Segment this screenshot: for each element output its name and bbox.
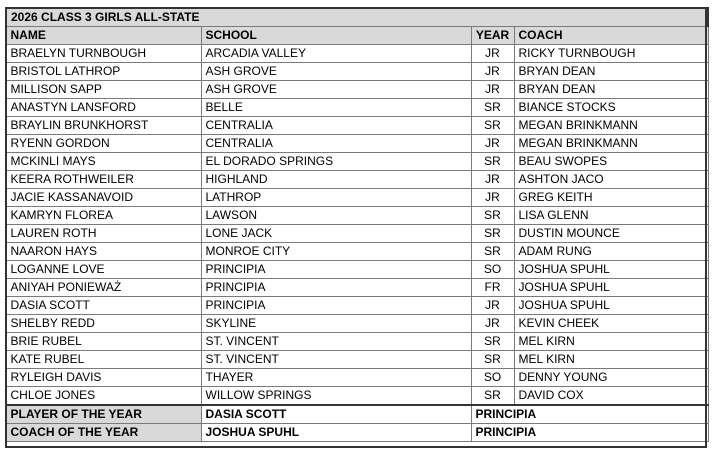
table-row	[6, 351, 708, 369]
year-cell: JR	[471, 297, 514, 315]
all-state-sheet	[5, 7, 707, 442]
school-cell: EL DORADO SPRINGS	[201, 153, 471, 171]
table-row	[6, 135, 708, 153]
year-cell: SR	[471, 243, 514, 261]
year-cell: SR	[471, 117, 514, 135]
coach-cell: DAVID COX	[514, 387, 708, 406]
table-row	[6, 45, 708, 63]
coach-cell: BRYAN DEAN	[514, 63, 708, 81]
school-cell: ASH GROVE	[201, 63, 471, 81]
table-row	[6, 207, 708, 225]
coach-cell: LISA GLENN	[514, 207, 708, 225]
year-cell: JR	[471, 189, 514, 207]
year-cell: SO	[471, 261, 514, 279]
year-cell: JR	[471, 171, 514, 189]
title-row	[6, 8, 708, 27]
table-row	[6, 63, 708, 81]
year-cell: SR	[471, 225, 514, 243]
player-name-cell: DASIA SCOTT	[6, 297, 201, 315]
coach-cell: DENNY YOUNG	[514, 369, 708, 387]
award-label-cell: PLAYER OF THE YEAR	[6, 405, 201, 424]
award-school-cell: PRINCIPIA	[471, 405, 708, 424]
school-cell: CENTRALIA	[201, 117, 471, 135]
award-row	[6, 424, 708, 442]
table-title: 2026 CLASS 3 GIRLS ALL-STATE	[6, 8, 708, 27]
year-cell: JR	[471, 63, 514, 81]
school-cell: LATHROP	[201, 189, 471, 207]
coach-cell: MEGAN BRINKMANN	[514, 117, 708, 135]
player-name-cell: RYENN GORDON	[6, 135, 201, 153]
table-row	[6, 333, 708, 351]
table-row	[6, 369, 708, 387]
table-row	[6, 99, 708, 117]
year-cell: SR	[471, 207, 514, 225]
table-row	[6, 387, 708, 406]
player-name-cell: NAARON HAYS	[6, 243, 201, 261]
player-name-cell: KATE RUBEL	[6, 351, 201, 369]
school-cell: PRINCIPIA	[201, 297, 471, 315]
school-cell: ST. VINCENT	[201, 351, 471, 369]
coach-cell: ASHTON JACO	[514, 171, 708, 189]
school-cell: HIGHLAND	[201, 171, 471, 189]
year-cell: JR	[471, 315, 514, 333]
coach-cell: RICKY TURNBOUGH	[514, 45, 708, 63]
award-row	[6, 405, 708, 424]
player-name-cell: MCKINLI MAYS	[6, 153, 201, 171]
year-cell: SR	[471, 333, 514, 351]
player-name-cell: BRAELYN TURNBOUGH	[6, 45, 201, 63]
column-header-name: NAME	[6, 27, 201, 45]
school-cell: LONE JACK	[201, 225, 471, 243]
table-row	[6, 279, 708, 297]
player-name-cell: CHLOE JONES	[6, 387, 201, 406]
table-row	[6, 315, 708, 333]
coach-cell: ADAM RUNG	[514, 243, 708, 261]
school-cell: PRINCIPIA	[201, 261, 471, 279]
table-row	[6, 189, 708, 207]
player-name-cell: ANASTYN LANSFORD	[6, 99, 201, 117]
header-row	[6, 27, 708, 45]
table-row	[6, 117, 708, 135]
table-row	[6, 225, 708, 243]
player-name-cell: KEERA ROTHWEILER	[6, 171, 201, 189]
award-label-cell: COACH OF THE YEAR	[6, 424, 201, 442]
school-cell: ST. VINCENT	[201, 333, 471, 351]
player-name-cell: SHELBY REDD	[6, 315, 201, 333]
player-name-cell: JACIE KASSANAVOID	[6, 189, 201, 207]
player-name-cell: ANIYAH PONIEWAŻ	[6, 279, 201, 297]
year-cell: JR	[471, 81, 514, 99]
table-row	[6, 243, 708, 261]
award-winner-cell: JOSHUA SPUHL	[201, 424, 471, 442]
column-header-year: YEAR	[471, 27, 514, 45]
school-cell: ARCADIA VALLEY	[201, 45, 471, 63]
year-cell: SR	[471, 153, 514, 171]
coach-cell: DUSTIN MOUNCE	[514, 225, 708, 243]
school-cell: CENTRALIA	[201, 135, 471, 153]
player-name-cell: MILLISON SAPP	[6, 81, 201, 99]
school-cell: SKYLINE	[201, 315, 471, 333]
table-row	[6, 261, 708, 279]
column-header-coach: COACH	[514, 27, 708, 45]
year-cell: JR	[471, 45, 514, 63]
school-cell: BELLE	[201, 99, 471, 117]
award-winner-cell: DASIA SCOTT	[201, 405, 471, 424]
coach-cell: JOSHUA SPUHL	[514, 261, 708, 279]
coach-cell: GREG KEITH	[514, 189, 708, 207]
player-name-cell: BRAYLIN BRUNKHORST	[6, 117, 201, 135]
coach-cell: BIANCE STOCKS	[514, 99, 708, 117]
year-cell: SR	[471, 387, 514, 406]
year-cell: SR	[471, 99, 514, 117]
coach-cell: KEVIN CHEEK	[514, 315, 708, 333]
award-school-cell: PRINCIPIA	[471, 424, 708, 442]
coach-cell: JOSHUA SPUHL	[514, 279, 708, 297]
coach-cell: BEAU SWOPES	[514, 153, 708, 171]
year-cell: JR	[471, 135, 514, 153]
all-state-table	[5, 7, 709, 442]
year-cell: SO	[471, 369, 514, 387]
table-row	[6, 81, 708, 99]
table-row	[6, 171, 708, 189]
coach-cell: MEL KIRN	[514, 333, 708, 351]
coach-cell: MEGAN BRINKMANN	[514, 135, 708, 153]
school-cell: WILLOW SPRINGS	[201, 387, 471, 406]
coach-cell: BRYAN DEAN	[514, 81, 708, 99]
school-cell: THAYER	[201, 369, 471, 387]
year-cell: FR	[471, 279, 514, 297]
school-cell: LAWSON	[201, 207, 471, 225]
player-name-cell: RYLEIGH DAVIS	[6, 369, 201, 387]
year-cell: SR	[471, 351, 514, 369]
player-name-cell: BRIE RUBEL	[6, 333, 201, 351]
coach-cell: MEL KIRN	[514, 351, 708, 369]
coach-cell: JOSHUA SPUHL	[514, 297, 708, 315]
school-cell: MONROE CITY	[201, 243, 471, 261]
player-name-cell: BRISTOL LATHROP	[6, 63, 201, 81]
player-name-cell: LAUREN ROTH	[6, 225, 201, 243]
column-header-school: SCHOOL	[201, 27, 471, 45]
school-cell: ASH GROVE	[201, 81, 471, 99]
player-name-cell: KAMRYN FLOREA	[6, 207, 201, 225]
player-name-cell: LOGANNE LOVE	[6, 261, 201, 279]
table-row	[6, 153, 708, 171]
school-cell: PRINCIPIA	[201, 279, 471, 297]
table-row	[6, 297, 708, 315]
